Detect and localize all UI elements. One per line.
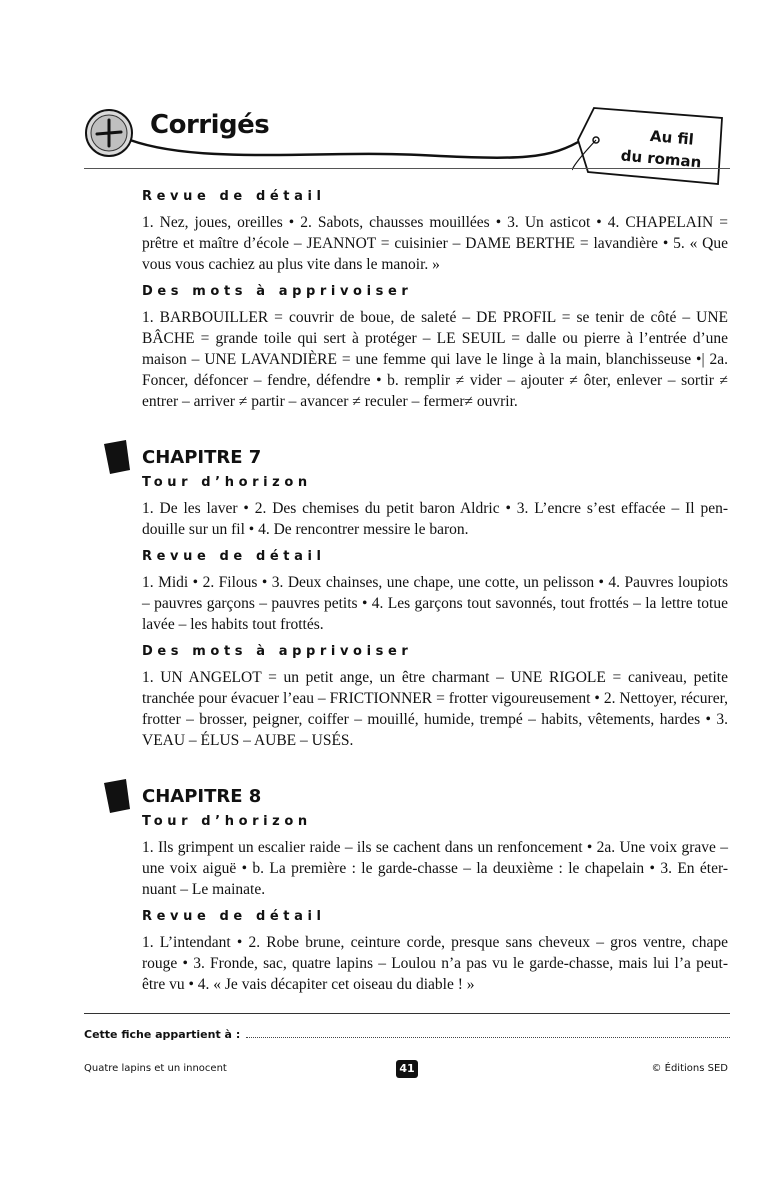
- header-divider: [84, 168, 730, 169]
- section-text: 1. Midi • 2. Filous • 3. Deux chainses, une chape, une cotte, un pelisson • 4. Pauvres loupiots – pauvres garçons – pauvres petits • 4. Les garçons tout savonnés, tout frottés – la lettre totue lavée – les habits tout frottés.: [142, 574, 728, 633]
- book-title: Quatre lapins et un innocent: [84, 1063, 227, 1074]
- intro-section-1: [142, 188, 728, 275]
- chapter-7-heading: [142, 446, 728, 470]
- section-text: 1. UN ANGELOT = un petit ange, un être charmant – UNE RIGOLE = caniveau, petite tranchée pour évacuer l’eau – FRICTIONNER = frotter vigoureusement • 2. Nettoyer, récurer, frotter – brosser, peigner, coiffer – mouillé, humide, trempé – habits, vêtements, hardes • 3. VEAU – ÉLUS – AUBE – USÉS.: [142, 669, 728, 749]
- chapter-title: CHAPITRE 8: [142, 786, 262, 807]
- chapter-7-section-1: [142, 474, 728, 540]
- section-text: 1. BARBOUILLER = couvrir de boue, de saleté – DE PROFIL = se tenir de côté – UNE BÂCHE = grande toile qui sert à protéger – LE SEUIL = dalle ou pierre à l’entrée d’une maison – UNE LAVANDIÈRE = une femme qui lave le linge à la main, blanchisseuse •| 2a. Foncer, défoncer – fendre, défendre • b. remplir ≠ vider – ajouter ≠ ôter, enlever – sortir ≠ entrer – arriver ≠ partir – avancer ≠ reculer – fermer≠ ouvrir.: [142, 309, 728, 410]
- chapter-7-section-2: [142, 548, 728, 635]
- section-subhead: Revue de détail: [142, 909, 326, 924]
- black-parallelogram-icon: [102, 779, 132, 813]
- section-subhead: Revue de détail: [142, 549, 326, 564]
- section-subhead: Tour d’horizon: [142, 475, 312, 490]
- tag-line-2: du roman: [620, 146, 703, 172]
- section-subhead: Tour d’horizon: [142, 814, 312, 829]
- intro-section-2: [142, 283, 728, 412]
- owner-field: [84, 1027, 730, 1041]
- tag-line-1: Au fil: [649, 126, 695, 149]
- chapter-8-heading: [142, 785, 728, 809]
- owner-label: Cette fiche appartient à :: [84, 1028, 241, 1041]
- black-parallelogram-icon: [102, 440, 132, 474]
- section-text: 1. De les laver • 2. Des chemises du petit baron Aldric • 3. L’encre s’est effacée – Il pen-douille sur un fil • 4. De rencontrer messire le baron.: [142, 500, 728, 538]
- section-subhead: Revue de détail: [142, 189, 326, 204]
- section-text: 1. L’intendant • 2. Robe brune, ceinture corde, presque sans cheveux – gros ventre, chape rouge • 3. Fronde, sac, quatre lapins – Loulou n’a pas vu le garde-chasse, mais lui l’a peut-être vu • 4. « Je vais décapiter cet oiseau du diable ! »: [142, 934, 728, 993]
- tag-text: [605, 121, 718, 174]
- chapter-title: CHAPITRE 7: [142, 447, 262, 468]
- publisher-credit: © Éditions SED: [651, 1063, 728, 1074]
- header-swoosh: [120, 120, 590, 180]
- chapter-7-section-3: [142, 643, 728, 751]
- owner-blank-line[interactable]: [246, 1027, 730, 1038]
- footer-divider: [84, 1013, 730, 1014]
- section-subhead: Des mots à apprivoiser: [142, 644, 413, 659]
- page-number: 41: [396, 1060, 418, 1078]
- answer-content: [142, 188, 728, 1003]
- section-text: 1. Ils grimpent un escalier raide – ils se cachent dans un renfoncement • 2a. Une voix grave – une voix aiguë • b. La première : le garde-chasse – la deuxième : le chapelain • 3. En éter-nuant – Le mainate.: [142, 839, 728, 898]
- chapter-8-section-2: [142, 908, 728, 995]
- page-title: Corrigés: [150, 110, 270, 140]
- chapter-8-section-1: [142, 813, 728, 900]
- section-text: 1. Nez, joues, oreilles • 2. Sabots, chausses mouillées • 3. Un asticot • 4. CHAPELAIN = prêtre et maître d’école – JEANNOT = cuisinier – DAME BERTHE = lavandière • 5. « Que vous vous cachiez au plus vite dans le manoir. »: [142, 214, 728, 273]
- section-subhead: Des mots à apprivoiser: [142, 284, 413, 299]
